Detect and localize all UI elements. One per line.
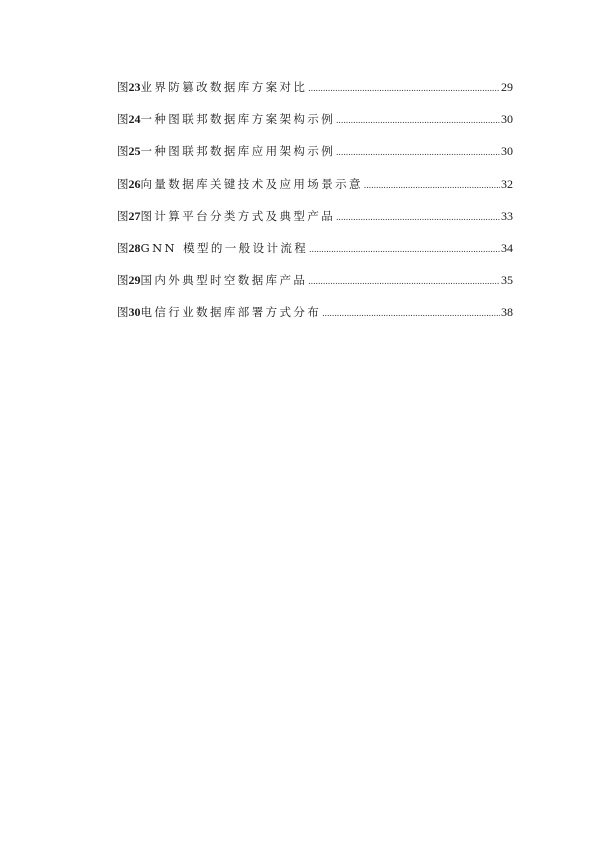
figure-label: 图 [117,80,129,94]
figure-number: 25 [128,144,141,159]
figure-title: 业界防篡改数据库方案对比 [140,80,308,94]
figure-label: 图 [117,273,129,288]
figure-number: 28 [128,240,141,255]
page-number: 32 [501,176,513,191]
figure-number: 29 [128,273,141,288]
toc-entry-29[interactable] [117,272,513,304]
toc-entry-30[interactable] [117,304,513,336]
figure-number: 24 [128,112,141,127]
figure-label: 图 [117,176,129,191]
dot-leader [309,241,500,257]
dot-leader [308,80,500,96]
figure-number: 30 [128,305,141,320]
toc-entry-26[interactable] [117,176,513,208]
dot-leader [364,177,500,193]
figure-title: 国内外典型时空数据库产品 [140,273,308,288]
figure-number: 27 [128,208,141,223]
figure-list [117,79,513,337]
toc-entry-28[interactable] [117,240,513,272]
figure-number: 23 [128,80,141,94]
figure-label: 图 [117,240,129,255]
toc-entry-23[interactable] [117,79,513,111]
page-number: 38 [501,305,513,320]
figure-label: 图 [117,208,129,223]
figure-title: 一种图联邦数据库应用架构示例 [140,144,336,159]
figure-title: 一种图联邦数据库方案架构示例 [140,112,336,127]
page-number: 30 [501,112,513,127]
figure-label: 图 [117,112,129,127]
page-number: 30 [501,144,513,159]
figure-number: 26 [128,176,141,191]
figure-label: 图 [117,144,129,159]
toc-entry-25[interactable] [117,143,513,175]
dot-leader [336,209,500,225]
page-number: 33 [501,208,513,223]
page-number: 34 [501,240,513,255]
figure-title: 电信行业数据库部署方式分布 [140,305,322,320]
dot-leader [322,305,500,321]
dot-leader [336,112,500,128]
dot-leader [336,144,500,160]
figure-label: 图 [117,305,129,320]
page-number: 29 [501,80,513,94]
dot-leader [308,273,500,289]
figure-title: 图计算平台分类方式及典型产品 [140,208,336,223]
figure-title: GNN 模型的一般设计流程 [140,240,309,255]
toc-entry-24[interactable] [117,111,513,143]
figure-title: 向量数据库关键技术及应用场景示意 [140,176,363,191]
page-number: 35 [501,273,513,288]
toc-entry-27[interactable] [117,208,513,240]
